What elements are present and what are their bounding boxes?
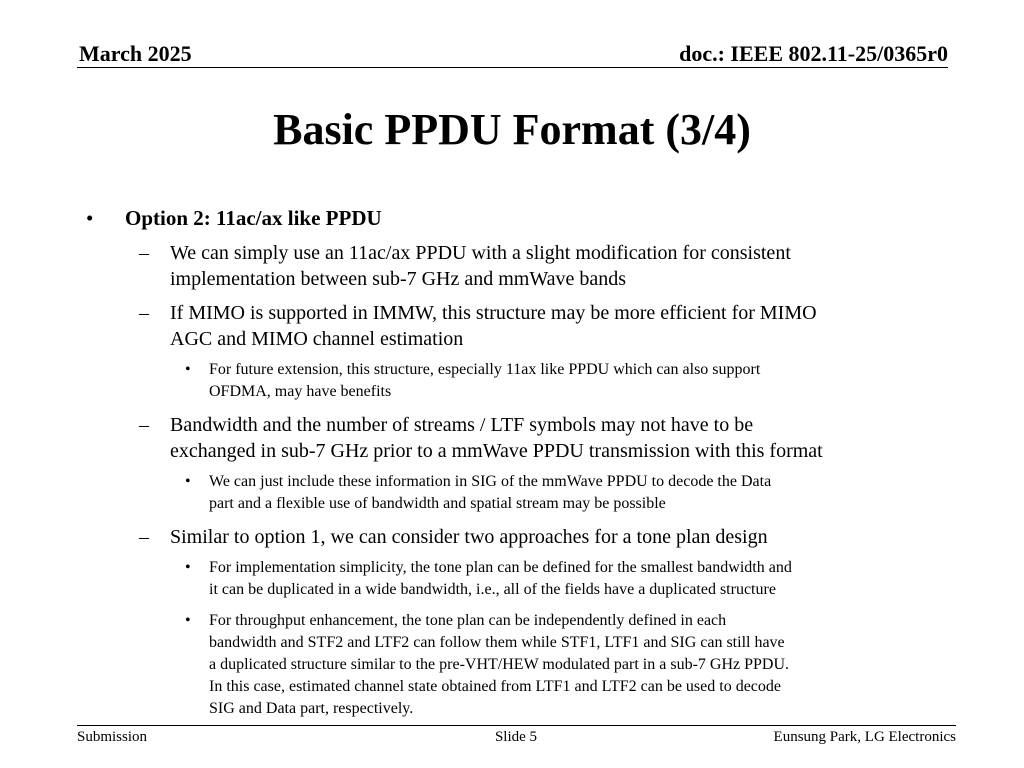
bullet-l3: • <box>185 612 191 629</box>
list-item-line: AGC and MIMO channel estimation <box>170 328 464 350</box>
footer-submission: Submission <box>77 729 148 745</box>
list-item <box>209 557 949 601</box>
list-item <box>170 300 930 352</box>
header-date: March 2025 <box>79 41 192 66</box>
list-item-line: SIG and Data part, respectively. <box>209 700 414 717</box>
bullet-l3: • <box>185 361 191 378</box>
list-item-line: In this case, estimated channel state obtained from LTF1 and LTF2 can be used to decode <box>209 678 781 695</box>
footer-slide-number: Slide 5 <box>494 729 538 745</box>
footer-divider <box>77 725 956 726</box>
list-item-line: Similar to option 1, we can consider two approaches for a tone plan design <box>170 526 768 548</box>
slide-title: Basic PPDU Format (3/4) <box>273 105 751 154</box>
footer-author: Eunsung Park, LG Electronics <box>773 729 956 745</box>
list-item-line: We can just include these information in SIG of the mmWave PPDU to decode the Data <box>209 473 772 490</box>
list-item-line: For throughput enhancement, the tone plan can be independently defined in each <box>209 612 727 629</box>
list-item <box>209 359 949 403</box>
bullet-l3: • <box>185 559 191 576</box>
list-item-line: If MIMO is supported in IMMW, this structure may be more efficient for MIMO <box>170 302 817 324</box>
dash-l2: – <box>139 414 149 436</box>
dash-l2: – <box>139 302 149 324</box>
header-doc-number: doc.: IEEE 802.11-25/0365r0 <box>679 41 948 66</box>
list-item-line: For future extension, this structure, especially 11ax like PPDU which can also support <box>209 361 761 378</box>
list-item-line: For implementation simplicity, the tone plan can be defined for the smallest bandwidth and <box>209 559 792 576</box>
list-item <box>170 240 930 292</box>
list-item-line: bandwidth and STF2 and LTF2 can follow them while STF1, LTF1 and SIG can still have <box>209 634 785 651</box>
list-item <box>170 524 930 550</box>
list-item-line: implementation between sub-7 GHz and mmWave bands <box>170 268 627 290</box>
list-item <box>209 610 949 720</box>
bullet-l1: • <box>86 206 94 230</box>
list-item <box>170 412 930 464</box>
bullet-l3: • <box>185 473 191 490</box>
dash-l2: – <box>139 526 149 548</box>
list-item-line: OFDMA, may have benefits <box>209 383 392 400</box>
list-item <box>209 471 949 515</box>
option-heading: Option 2: 11ac/ax like PPDU <box>125 206 382 230</box>
list-item-line: part and a flexible use of bandwidth and spatial stream may be possible <box>209 495 666 512</box>
list-item-line: it can be duplicated in a wide bandwidth, i.e., all of the fields have a duplicated structure <box>209 581 776 598</box>
list-item-line: exchanged in sub-7 GHz prior to a mmWave PPDU transmission with this format <box>170 440 823 462</box>
list-item-line: We can simply use an 11ac/ax PPDU with a slight modification for consistent <box>170 242 791 264</box>
list-item-line: Bandwidth and the number of streams / LTF symbols may not have to be <box>170 414 754 436</box>
dash-l2: – <box>139 242 149 264</box>
list-item-line: a duplicated structure similar to the pre-VHT/HEW modulated part in a sub-7 GHz PPDU. <box>209 656 790 673</box>
header-divider <box>77 67 948 68</box>
